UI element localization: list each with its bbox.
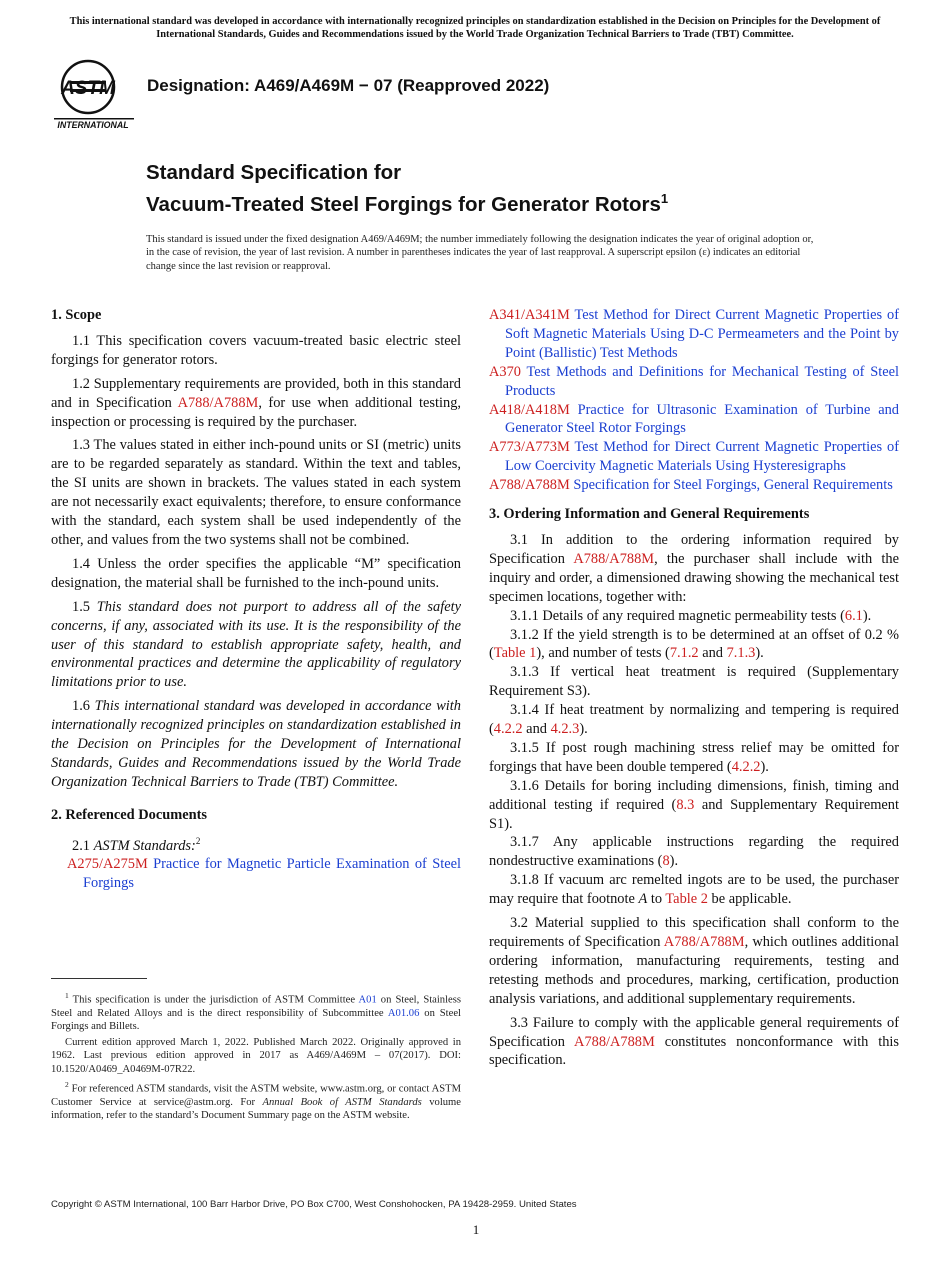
footnote-1: $^1$ This specification is under the jurisdiction of ASTM Committee A01 on Steel, Stainless Steel and Related Alloys and is the direct responsibility of Subcommittee A01.06 on Steel Forgings and Billets.	[51, 991, 461, 1033]
reference-item	[489, 306, 899, 363]
paragraph-1-3: 1.3 The values stated in either inch-pound units or SI (metric) units are to be regarded separately as standard. Within the text and tables, the SI units are shown in brackets. The values stated in each system are not necessarily exact equivalents; therefore, to ensure conformance with the standard, each system shall be used independently of the other, and values from the two systems shall not be combined.	[51, 437, 461, 548]
link-6-1[interactable]: 6.1	[844, 607, 863, 624]
paragraph-1-5: 1.5 This standard does not purport to address all of the safety concerns, if any, associated with its use. It is the responsibility of the user of this standard to establish appropriate safety, health, and environmental practices and determine the applicability of regulatory limitations prior to use.	[51, 598, 461, 691]
link-8[interactable]: 8	[662, 853, 670, 870]
paragraph-1-1: 1.1 This specification covers vacuum-treated basic electric steel forgings for generator rotors.	[51, 332, 461, 368]
link-committee-a01[interactable]: A01	[358, 994, 377, 1006]
link-4-2-2[interactable]: 4.2.2	[493, 721, 523, 738]
paragraph-3-1-7: 3.1.7 Any applicable instructions regarding the required nondestructive examinations (8).	[489, 834, 899, 870]
paragraph-3-1-2: 3.1.2 If the yield strength is to be determined at an offset of 0.2 % (Table 1), and number of tests (7.1.2 and 7.1.3).	[489, 626, 899, 662]
astm-logo	[52, 56, 134, 132]
logo-lettering: ASTM	[61, 78, 115, 99]
link-4-2-3[interactable]: 4.2.3	[550, 721, 580, 738]
link-7-1-2[interactable]: 7.1.2	[669, 645, 699, 662]
reference-code[interactable]: A788/A788M	[489, 477, 570, 494]
title-footnote-mark: 1	[660, 191, 669, 206]
footnotes	[51, 989, 461, 1125]
reference-item	[51, 855, 461, 893]
section-heading-referenced-documents: 2. Referenced Documents	[51, 806, 207, 823]
paragraph-3-1: 3.1 In addition to the ordering information required by Specification A788/A788M, the purchaser shall include with the inquiry and order, a dimensioned drawing showing the mechanical test specimen locations, together with:	[489, 531, 899, 605]
section-heading-scope: 1. Scope	[51, 307, 102, 323]
paragraph-3-1-6: 3.1.6 Details for boring including dimensions, finish, timing and additional testing if required (8.3 and Supplementary Requirement S1).	[489, 777, 899, 832]
title-line-2: Vacuum-Treated Steel Forgings for Generator Rotors$^1$	[146, 191, 669, 216]
reference-code[interactable]: A275/A275M	[67, 856, 148, 873]
link-a788[interactable]: A788/A788M	[573, 550, 655, 567]
logo-subtext: INTERNATIONAL	[57, 120, 129, 130]
footnote-1-edition: Current edition approved March 1, 2022. Published March 2022. Originally approved in 1962. Last previous edition approved in 2017 as A469/A469M – 07(2017). DOI: 10.1520/A0469_A0469M-07R22.	[51, 1036, 461, 1075]
paragraph-1-2: 1.2 Supplementary requirements are provided, both in this standard and in Specification A788/A788M, for use when additional testing, inspection or processing is required by the purchaser.	[51, 375, 462, 430]
left-column	[51, 306, 461, 893]
link-table-1[interactable]: Table 1	[493, 645, 537, 662]
reference-code[interactable]: A370	[489, 363, 521, 380]
link-4-2-2[interactable]: 4.2.2	[731, 758, 761, 775]
footnote-2: $^2$ For referenced ASTM standards, visit the ASTM website, www.astm.org, or contact ASTM Customer Service at service@astm.org. For Annual Book of ASTM Standards volume information, refer to the standard’s Document Summary page on the ASTM website.	[51, 1079, 461, 1122]
title-line-1: Standard Specification for	[146, 161, 402, 184]
reference-title[interactable]: Practice for Ultrasonic Examination of Turbine and Generator Steel Rotor Forgings	[505, 401, 899, 437]
section-heading-ordering: 3. Ordering Information and General Requirements	[489, 506, 810, 523]
reference-item	[489, 476, 899, 495]
reference-title[interactable]: Test Methods and Definitions for Mechanical Testing of Steel Products	[505, 363, 899, 399]
paragraph-3-1-4: 3.1.4 If heat treatment by normalizing and tempering is required (4.2.2 and 4.2.3).	[489, 702, 899, 738]
paragraph-3-2: 3.2 Material supplied to this specification shall conform to the requirements of Specification A788/A788M, which outlines additional ordering information, manufacturing requirements, testing and retesting methods and procedures, marking, certification, production analysis variations, and additional supplementary requirements.	[489, 915, 899, 1007]
paragraph-2-1: 2.1 ASTM Standards:$^2$	[72, 835, 201, 854]
reference-item	[489, 401, 899, 439]
link-table-2[interactable]: Table 2	[665, 891, 708, 908]
reference-code[interactable]: A773/A773M	[489, 439, 570, 456]
link-a788[interactable]: A788/A788M	[574, 1033, 655, 1050]
standardization-notice: This international standard was developed in accordance with internationally recognized principles on standardization established in the Decision on Principles for the Development of International Standards, Guides and Recommendations issued by the World Trade Organization Technical Barriers to Trade (TBT) Committee.	[69, 16, 881, 40]
reference-code[interactable]: A341/A341M	[489, 307, 570, 323]
page-number: 1	[472, 1222, 480, 1237]
reference-code[interactable]: A418/A418M	[489, 401, 570, 418]
document-title	[146, 160, 668, 218]
reference-item	[489, 438, 899, 476]
paragraph-3-1-1: 3.1.1 Details of any required magnetic permeability tests (6.1).	[510, 607, 872, 624]
reference-title[interactable]: Test Method for Direct Current Magnetic Properties of Soft Magnetic Materials Using D-C Permeameters and the Point by Point (Ballistic) Test Methods	[505, 307, 899, 361]
issue-note: This standard is issued under the fixed designation A469/A469M; the number immediately following the designation indicates the year of original adoption or, in the case of revision, the year of last revision. A number in parentheses indicates the year of last reapproval. A superscript epsilon (ε) indicates an editorial change since the last revision or reapproval.	[146, 234, 814, 272]
paragraph-3-3: 3.3 Failure to comply with the applicable general requirements of Specification A788/A788M constitutes nonconformance with this specification.	[489, 1014, 900, 1069]
paragraph-3-1-8: 3.1.8 If vacuum arc remelted ingots are to be used, the purchaser may require that footnote A to Table 2 be applicable.	[489, 872, 899, 908]
link-8-3[interactable]: 8.3	[676, 796, 695, 813]
link-subcommittee-a01-06[interactable]: A01.06	[387, 1007, 420, 1019]
link-7-1-3[interactable]: 7.1.3	[726, 645, 756, 662]
copyright-line: Copyright © ASTM International, 100 Barr Harbor Drive, PO Box C700, West Conshohocken, PA 19428-2959. United States	[51, 1199, 577, 1210]
reference-title[interactable]: Specification for Steel Forgings, General Requirements	[573, 477, 893, 494]
link-a788[interactable]: A788/A788M	[177, 394, 259, 411]
reference-title[interactable]: Practice for Magnetic Particle Examination of Steel Forgings	[83, 856, 461, 892]
paragraph-3-1-5: 3.1.5 If post rough machining stress relief may be omitted for forgings that have been double tempered (4.2.2).	[489, 739, 899, 775]
link-a788[interactable]: A788/A788M	[663, 934, 745, 950]
paragraph-1-4: 1.4 Unless the order specifies the applicable “M” specification designation, the material shall be furnished to the inch-pound units.	[51, 555, 461, 591]
reference-title[interactable]: Test Method for Direct Current Magnetic Properties of Low Coercivity Magnetic Materials Using Hysteresigraphs	[505, 439, 899, 475]
designation: Designation: A469/A469M − 07 (Reapproved 2022)	[147, 76, 550, 95]
right-column	[489, 306, 899, 1075]
reference-item	[489, 363, 899, 401]
paragraph-1-6: 1.6 This international standard was developed in accordance with internationally recognized principles on standardization established in the Decision on Principles for the Development of International Standards, Guides and Recommendations issued by the World Trade Organization Technical Barriers to Trade (TBT) Committee.	[51, 698, 461, 790]
paragraph-3-1-3: 3.1.3 If vertical heat treatment is required (Supplementary Requirement S3).	[489, 664, 899, 700]
footnote-divider	[51, 978, 147, 979]
